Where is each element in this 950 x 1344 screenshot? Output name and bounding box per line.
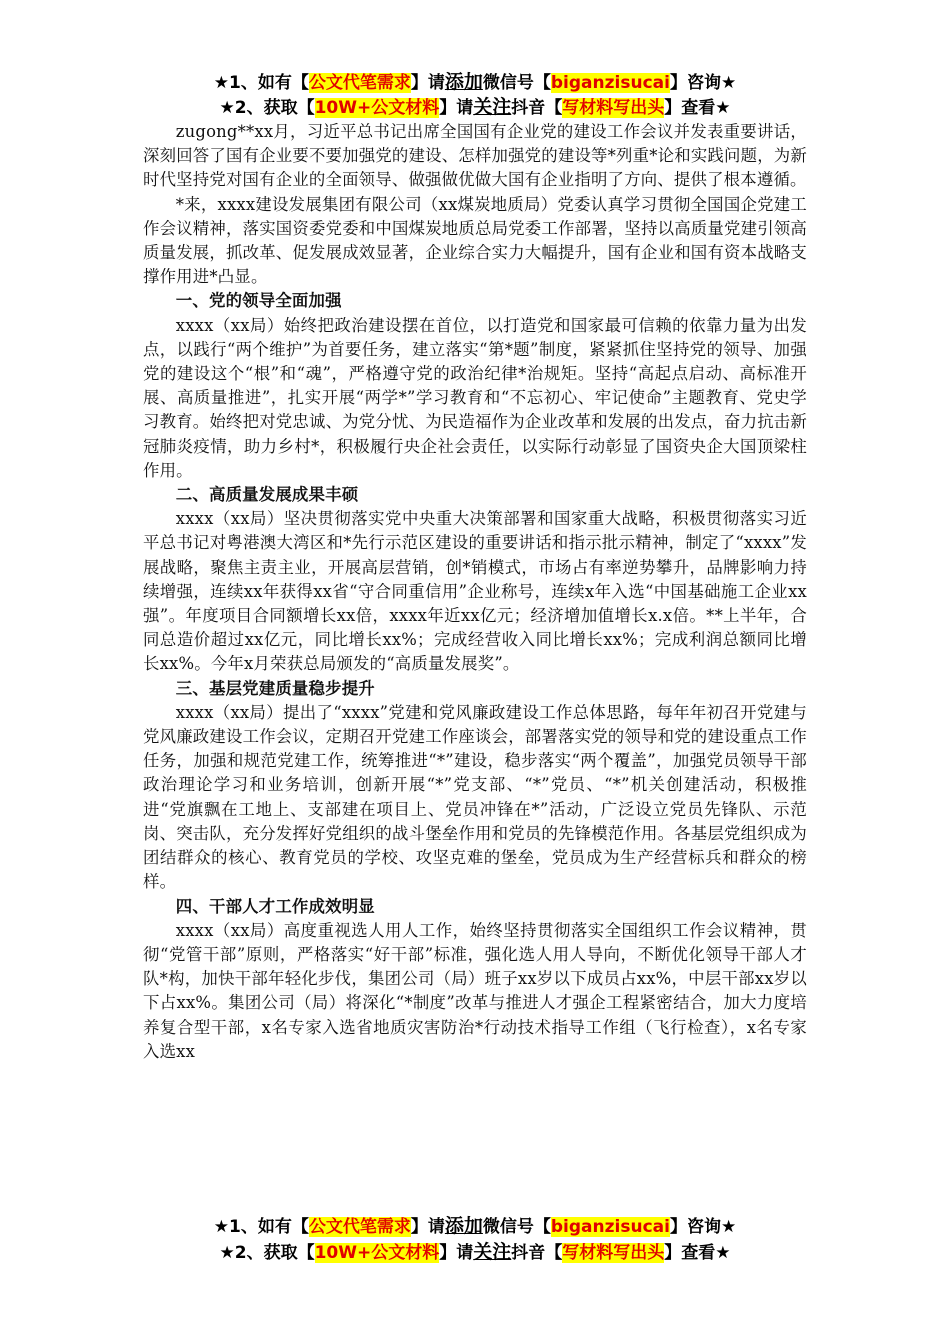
promo-text: 】请	[439, 1243, 474, 1263]
paragraph-section-4: xxxx（xx局）高度重视选人用人工作，始终坚持贯彻落实全国组织工作会议精神，贯彻“党管干部”原则，严格落实“好干部”标准，强化选人用人导向，不断优化领导干部人才队*构，加快干部年轻化步伐，集团公司（局）班子xx岁以下成员占xx%，中层干部xx岁以下占xx%。集团公司（局）将深化“*制度”改革与推进人才强企工程紧密结合，加大力度培养复合型干部，x名专家入选省地质灾害防治*行动技术指导工作组（飞行检查），x名专家入选xx	[143, 920, 807, 1061]
section-heading-3: 三、基层党建质量稳步提升	[175, 678, 375, 698]
paragraph-section-3: xxxx（xx局）提出了“xxxx”党建和党风廉政建设工作总体思路，每年年初召开党建与党风廉政建设工作会议，定期召开党建工作座谈会，部署落实党的领导和党的建设重点工作任务，加强和规范党建工作，统筹推进“*”建设，稳步落实“两个覆盖”，加强党员领导干部政治理论学习和业务培训，创新开展“*”党支部、“*”党员、“*”机关创建活动，积极推进“党旗飘在工地上、支部建在项目上、党员冲锋在*”活动，广泛设立党员先锋队、示范岗、突击队，充分发挥好党组织的战斗堡垒作用和党员的先锋模范作用。各基层党组织成为团结群众的核心、教育党员的学校、攻坚克难的堡垒，党员成为生产经营标兵和群众的榜样。	[143, 702, 807, 892]
promo-highlight: 10W+公文材料	[314, 1243, 440, 1263]
paragraph-overview: *来，xxxx建设发展集团有限公司（xx煤炭地质局）党委认真学习贯彻全国国企党建工作会议精神，落实国资委党委和中国煤炭地质总局党委工作部署，坚持以高质量党建引领高质量发展，抓改革、促发展成效显著，企业综合实力大幅提升，国有企业和国有资本战略支撑作用进*凸显。	[143, 194, 807, 287]
promo-text: ★1、如有【	[213, 73, 309, 93]
promo-text: 】请	[410, 73, 445, 93]
section-heading-1: 一、党的领导全面加强	[175, 291, 342, 311]
promo-text: 抖音【	[511, 1243, 563, 1263]
promo-line-1-top	[0, 70, 950, 95]
section-heading-4: 四、干部人才工作成效明显	[175, 896, 375, 916]
promo-text: ★2、获取【	[219, 98, 315, 118]
paragraph-section-1: xxxx（xx局）始终把政治建设摆在首位，以打造党和国家最可信赖的依靠力量为出发点，以践行“两个维护”为首要任务，建立落实“第*题”制度，紧紧抓住坚持党的领导、加强党的建设这个“根”和“魂”，严格遵守党的政治纪律*治规矩。坚持“高起点启动、高标准开展、高质量推进”，扎实开展“两学*”学习教育和“不忘初心、牢记使命”主题教育、党史学习教育。始终把对党忠诚、为党分忧、为民造福作为企业改革和发展的出发点，奋力抗击新冠肺炎疫情，助力乡村*，积极履行央企社会责任，以实际行动彰显了国资央企大国顶梁柱作用。	[143, 315, 807, 480]
promo-text: ★1、如有【	[213, 1217, 309, 1237]
promo-line-2-bottom	[0, 1240, 950, 1265]
promo-text: 】咨询★	[669, 1217, 737, 1237]
promo-text: 】查看★	[664, 1243, 731, 1263]
promo-line-2-top	[0, 95, 950, 120]
promo-text: 】请	[410, 1217, 445, 1237]
promo-highlight: 公文代笔需求	[308, 73, 411, 93]
promo-emphasis: 关注	[473, 1241, 512, 1263]
promo-highlight: 写材料写出头	[562, 1243, 665, 1263]
promo-text: 微信号【	[482, 1217, 551, 1237]
promo-text: 微信号【	[482, 73, 551, 93]
promo-highlight: 10W+公文材料	[314, 98, 440, 118]
section-heading-2: 二、高质量发展成果丰硕	[175, 485, 359, 505]
paragraph-section-2: xxxx（xx局）坚决贯彻落实党中央重大决策部署和国家重大战略，积极贯彻落实习近平总书记对粤港澳大湾区和*先行示范区建设的重要讲话和指示批示精神，制定了“xxxx”发展战略，聚焦主责主业，开展高层营销，创*销模式，市场占有率逆势攀升，品牌影响力持续增强，连续xx年获得xx省“守合同重信用”企业称号，连续x年入选“中国基础施工企业xx强”。年度项目合同额增长xx倍，xxxx年近xx亿元；经济增加值增长x.x倍。**上半年，合同总造价超过xx亿元，同比增长xx%；完成经营收入同比增长xx%；完成利润总额同比增长xx%。今年x月荣获总局颁发的“高质量发展奖”。	[143, 509, 807, 674]
promo-wechat-id: biganzisucai	[550, 1217, 670, 1237]
promo-emphasis: 添加	[444, 71, 483, 93]
promo-text: 】咨询★	[669, 73, 737, 93]
promo-wechat-id: biganzisucai	[550, 73, 670, 93]
promo-text: 抖音【	[511, 98, 563, 118]
article-body	[143, 120, 807, 1064]
promo-highlight: 公文代笔需求	[308, 1217, 411, 1237]
promo-highlight: 写材料写出头	[562, 98, 665, 118]
promo-text: ★2、获取【	[219, 1243, 315, 1263]
promo-text: 】请	[439, 98, 474, 118]
promo-emphasis: 关注	[473, 96, 512, 118]
promo-text: 】查看★	[664, 98, 731, 118]
paragraph-intro: zugong**xx月，习近平总书记出席全国国有企业党的建设工作会议并发表重要讲话，深刻回答了国有企业要不要加强党的建设、怎样加强党的建设等*列重*论和实践问题，为新时代坚持党对国有企业的全面领导、做强做优做大国有企业指明了方向、提供了根本遵循。	[143, 122, 807, 190]
promo-emphasis: 添加	[444, 1215, 483, 1237]
promo-line-1-bottom	[0, 1214, 950, 1239]
